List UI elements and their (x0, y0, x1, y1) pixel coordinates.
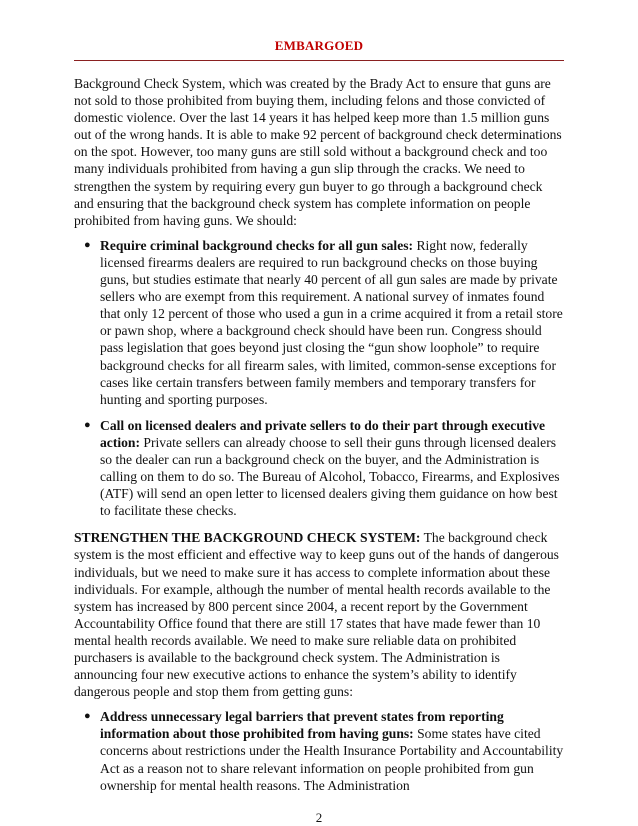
bullet-text: Some states have cited concerns about restrictions under the Health Insurance Portability and Accountability Act as a reason not to share relevant information on people prohibited from gun ownership for mental health reasons. The Administration (100, 726, 564, 793)
bullet-list-1 (74, 237, 564, 520)
bullet-list-2 (74, 708, 564, 793)
bullet-heading: Call on licensed dealers and private sellers to do their part through executive action: (100, 417, 546, 450)
bullet-icon: ● (84, 418, 91, 431)
bullet-text: Private sellers can already choose to sell their guns through licensed dealers so the dealer can run a background check on the buyer, and the Administration is calling on them to do so. The Bureau of Alcohol, Tobacco, Firearms, and Explosives (ATF) will send an open letter to licensed dealers giving them guidance on how best to facilitate these checks. (100, 434, 560, 519)
page-number: 2 (315, 810, 323, 825)
header-divider (74, 60, 564, 61)
section-text: The background check system is the most efficient and effective way to keep guns out of the hands of dangerous individuals, but we need to make sure it has access to complete information about these individuals. For example, although the number of mental health records available to the system has increased by 800 percent since 2004, a recent report by the Government Accountability Office found that there are still 17 states that have made fewer than 10 mental health records available. We need to make sure reliable data on prohibited purchasers is available to the background check system. The Administration is announcing four new executive actions to enhance the system’s ability to identify dangerous people and stop them from getting guns: (74, 530, 559, 700)
list-item (74, 237, 564, 408)
document-body (74, 75, 564, 804)
bullet-text: Right now, federally licensed firearms dealers are required to run background checks on those buying guns, but studies estimate that nearly 40 percent of all gun sales are made by private sellers who are exempt from this requirement. A national survey of inmates found that only 12 percent of those who used a gun in a crime acquired it from a retail store or pawn shop, where a background check should have been run. Congress should pass legislation that goes beyond just closing the “gun show loophole” to require background checks for all firearm sales, with limited, common-sense exceptions for cases like certain transfers between family members and temporary transfers for hunting and sporting purposes. (100, 237, 563, 407)
intro-paragraph: Background Check System, which was created by the Brady Act to ensure that guns are not sold to those prohibited from buying them, including felons and those convicted of domestic violence. Over the last 14 years it has helped keep more than 1.5 million guns out of the wrong hands. It is able to make 92 percent of background check determinations on the spot. However, too many guns are still sold without a background check and too many individuals prohibited from having a gun slip through the cracks. We need to strengthen the system by requiring every gun buyer to go through a background check and ensuring that the background check system has complete information on people prohibited from having guns. We should: (74, 76, 562, 228)
section-heading: STRENGTHEN THE BACKGROUND CHECK SYSTEM: (74, 530, 421, 546)
embargoed-header: EMBARGOED (274, 38, 364, 53)
bullet-heading: Address unnecessary legal barriers that prevent states from reporting information about those prohibited from having guns: (100, 709, 504, 742)
section-paragraph (74, 529, 564, 700)
bullet-icon: ● (84, 710, 91, 723)
bullet-icon: ● (84, 238, 91, 251)
list-item (74, 417, 564, 520)
bullet-heading: Require criminal background checks for all gun sales: (100, 237, 414, 253)
list-item (74, 708, 564, 793)
